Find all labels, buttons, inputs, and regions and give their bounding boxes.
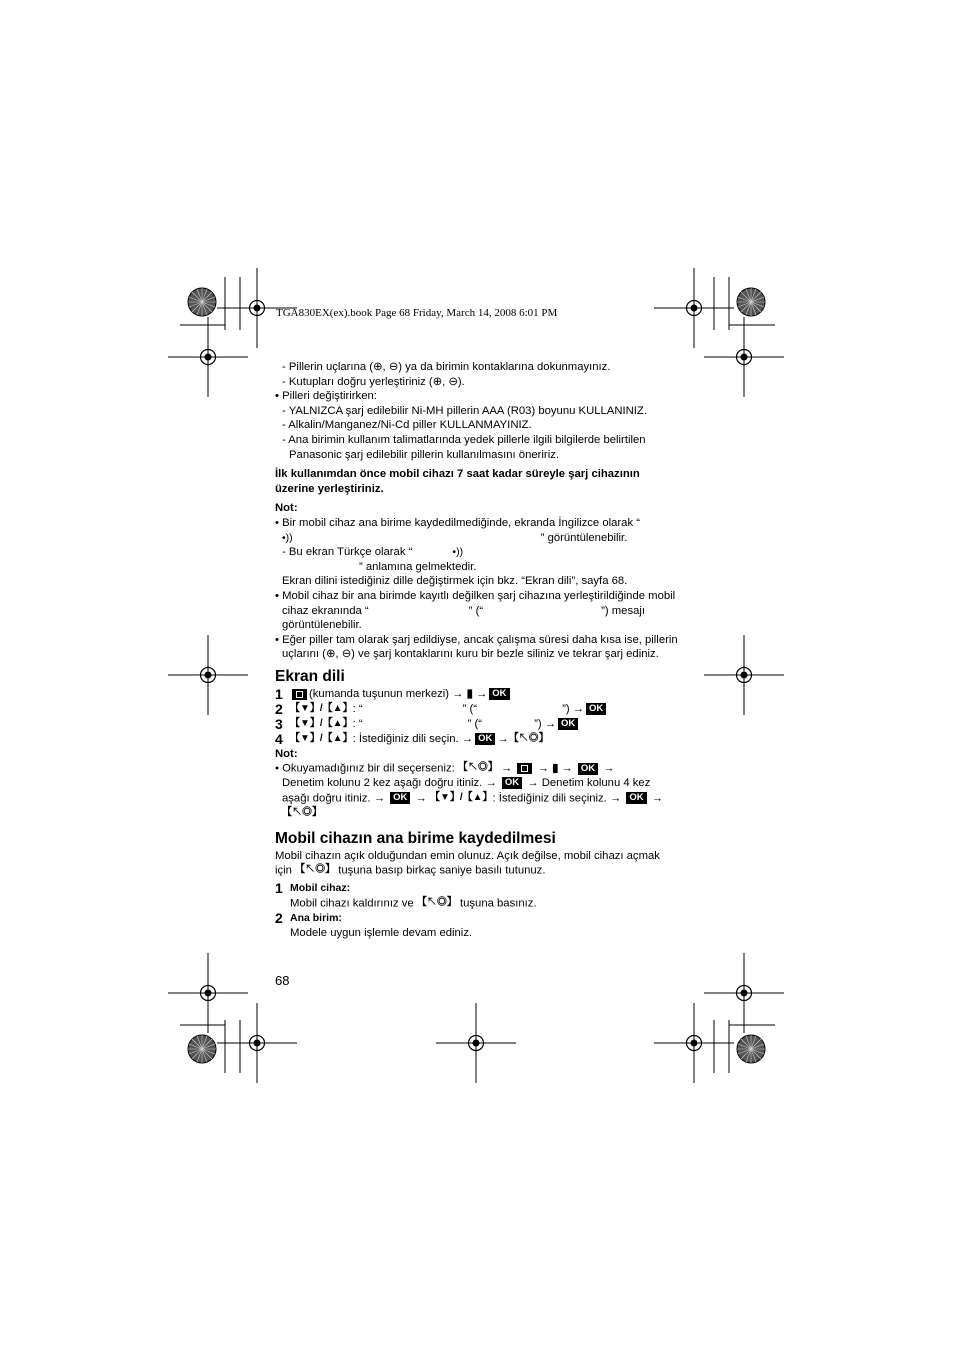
note-text: ”) mesajı (601, 604, 646, 617)
page-content (275, 360, 685, 941)
step-number: 1 (275, 880, 283, 897)
registration-step-2 (275, 911, 685, 926)
note-line (275, 531, 685, 546)
note-text: ” (“ (468, 604, 484, 617)
step-text: ”) (562, 703, 570, 716)
step-number: 4 (275, 731, 283, 748)
crosshair-icon (704, 317, 784, 397)
note-line: uçlarını (⊕, ⊖) ve şarj kontaklarını kuru bir bezle siliniz ve tekrar şarj ediniz. (282, 648, 659, 661)
note-text: • Bir mobil cihaz ana birime kaydedilmediğinde, ekranda İngilizce olarak “ (275, 516, 641, 529)
off-key-icon: 【↖◎】 (282, 806, 322, 818)
battery-line: - YALNIZCA şarj edilebilir Ni-MH pillerin AAA (R03) boyunu KULLANINIZ. (282, 404, 647, 417)
arrow-icon: → (415, 792, 427, 805)
step-text-line: Modele uygun işlemle devam ediniz. (290, 927, 473, 940)
book-header: TGA830EX(ex).book Page 68 Friday, March 14, 2008 6:01 PM (276, 307, 558, 319)
step-text: ” (“ (467, 718, 483, 731)
note-line (275, 761, 685, 776)
note-line (275, 516, 685, 531)
step-text: tuşuna basınız. (459, 897, 537, 910)
arrow-icon: → (527, 777, 539, 790)
arrow-icon: → (572, 703, 585, 716)
step-label: Ana birim: (290, 912, 342, 925)
crosshair-icon (654, 268, 734, 348)
signal-icon: •)) (282, 531, 293, 544)
off-key-icon: 【↖◎】 (508, 733, 549, 745)
ok-key-icon: OK (626, 792, 646, 804)
battery-line: - Pillerin uçlarına (⊕, ⊖) ya da birimin kontaklarına dokunmayınız. (282, 361, 611, 373)
step-text-line (275, 896, 685, 911)
arrow-icon: → (373, 792, 385, 805)
menu-key-icon (517, 763, 532, 774)
paragraph-line: Mobil cihazın açık olduğundan emin olunuz. Açık değilse, mobil cihazı açmak (275, 849, 660, 862)
arrow-icon: → (609, 792, 622, 805)
step-number: 3 (275, 716, 283, 733)
nav-key-icon: 【▼】/【▲】 (290, 718, 353, 730)
note-text: - Bu ekran Türkçe olarak “ (282, 546, 413, 559)
arrow-icon: → (603, 762, 615, 775)
step-text: ”) (534, 718, 542, 731)
note-text: Denetim kolunu 4 kez (541, 777, 651, 790)
arrow-icon: → (651, 792, 664, 805)
step-2 (275, 702, 685, 717)
crosshair-icon (168, 317, 248, 397)
signal-icon: •)) (452, 546, 464, 559)
note-line (275, 604, 685, 619)
nav-key-icon: 【▼】/【▲】 (290, 703, 353, 715)
crosshair-icon (168, 635, 248, 715)
step-number: 2 (275, 910, 283, 927)
step-text: Mobil cihazı kaldırınız ve (290, 897, 414, 910)
off-key-icon: 【↖◎】 (295, 864, 336, 876)
registration-star-icon (188, 1035, 216, 1063)
section-title-registration: Mobil cihazın ana birime kaydedilmesi (275, 829, 556, 847)
nav-key-icon: 【▼】/【▲】 (429, 791, 493, 803)
menu-key-icon (292, 689, 307, 700)
note-line: • Mobil cihaz bir ana birimde kayıtlı değilken şarj cihazına yerleştirildiğinde mobil (275, 589, 676, 602)
arrow-icon: → (561, 762, 573, 775)
arrow-icon: → (501, 762, 513, 775)
note-line: görüntülenebilir. (282, 619, 362, 632)
ok-key-icon: OK (489, 688, 509, 700)
ok-key-icon: OK (578, 763, 598, 775)
registration-step-1 (275, 881, 685, 896)
handset-icon: ▮ (466, 688, 473, 701)
note-line: Ekran dilini istediğiniz dille değiştirmek için bkz. “Ekran dili”, sayfa 68. (282, 575, 628, 588)
ok-key-icon: OK (586, 703, 606, 715)
handset-icon: ▮ (552, 762, 559, 775)
note-line (275, 776, 685, 791)
note-text: • Okuyamadığınız bir dil seçerseniz: (275, 762, 455, 775)
note-line (275, 806, 685, 821)
note-label: Not: (275, 747, 298, 760)
crosshair-icon (436, 1003, 516, 1083)
arrow-icon: → (475, 688, 488, 701)
note-line: • Eğer piller tam olarak şarj edildiyse, ancak çalışma süresi daha kısa ise, pillerin (275, 633, 678, 646)
step-text: (kumanda tuşunun merkezi) (309, 688, 450, 701)
ok-key-icon: OK (475, 733, 495, 745)
note-text: Denetim kolunu 2 kez aşağı doğru itiniz. (282, 777, 483, 790)
arrow-icon: → (452, 688, 464, 701)
battery-line: - Kutupları doğru yerleştiriniz (⊕, ⊖). (282, 375, 465, 388)
note-text: ” görüntülenebilir. (540, 531, 628, 544)
note-label: Not: (275, 502, 298, 515)
charging-instruction: üzerine yerleştiriniz. (275, 482, 384, 495)
step-1 (275, 687, 685, 702)
crosshair-icon (217, 1003, 297, 1083)
step-label: Mobil cihaz: (290, 882, 351, 895)
step-text: : “ (352, 703, 363, 716)
step-text: ” (“ (462, 703, 478, 716)
arrow-icon: → (537, 762, 549, 775)
registration-star-icon (737, 288, 765, 316)
step-text: : “ (352, 718, 363, 731)
arrow-icon: → (497, 733, 509, 746)
crosshair-icon (168, 953, 248, 1033)
page-number: 68 (275, 973, 290, 988)
section-title-ekran-dili: Ekran dili (275, 667, 345, 685)
note-text: aşağı doğru itiniz. (282, 792, 371, 805)
arrow-icon: → (544, 718, 557, 731)
battery-line: - Ana birimin kullanım talimatlarında yedek pillerle ilgili bilgilerde belirtilen (282, 433, 646, 446)
battery-line: • Pilleri değiştirirken: (275, 390, 377, 403)
step-3 (275, 717, 685, 732)
step-4 (275, 732, 685, 747)
registration-star-icon (737, 1035, 765, 1063)
battery-line: Panasonic şarj edilebilir pillerin kullanılmasını öneririz. (289, 448, 559, 461)
off-key-icon: 【↖◎】 (416, 897, 457, 909)
note-line (275, 560, 685, 575)
ok-key-icon: OK (502, 777, 522, 789)
crosshair-icon (704, 953, 784, 1033)
paragraph-text: tuşuna basıp birkaç saniye basılı tutunuz. (338, 864, 546, 877)
step-number: 2 (275, 701, 283, 718)
step-number: 1 (275, 686, 283, 703)
nav-key-icon: 【▼】/【▲】 (290, 733, 353, 745)
step-text: : İstediğiniz dili seçin. (352, 733, 459, 746)
note-text: ” anlamına gelmektedir. (359, 560, 477, 573)
crosshair-icon (654, 1003, 734, 1083)
paragraph-line (275, 863, 685, 878)
charging-instruction: İlk kullanımdan önce mobil cihazı 7 saat kadar süreyle şarj cihazının (275, 468, 640, 481)
note-line (275, 791, 685, 806)
crosshair-icon (704, 635, 784, 715)
battery-line: - Alkalin/Manganez/Ni-Cd piller KULLANMAYINIZ. (282, 419, 532, 432)
note-line (275, 545, 685, 560)
registration-star-icon (188, 288, 216, 316)
note-text: cihaz ekranında “ (282, 604, 369, 617)
ok-key-icon: OK (558, 718, 578, 730)
arrow-icon: → (485, 777, 497, 790)
note-text: : İstediğiniz dili seçiniz. (492, 792, 607, 805)
ok-key-icon: OK (390, 792, 410, 804)
paragraph-text: için (275, 864, 292, 877)
off-key-icon: 【↖◎】 (457, 762, 498, 774)
arrow-icon: → (461, 733, 474, 746)
